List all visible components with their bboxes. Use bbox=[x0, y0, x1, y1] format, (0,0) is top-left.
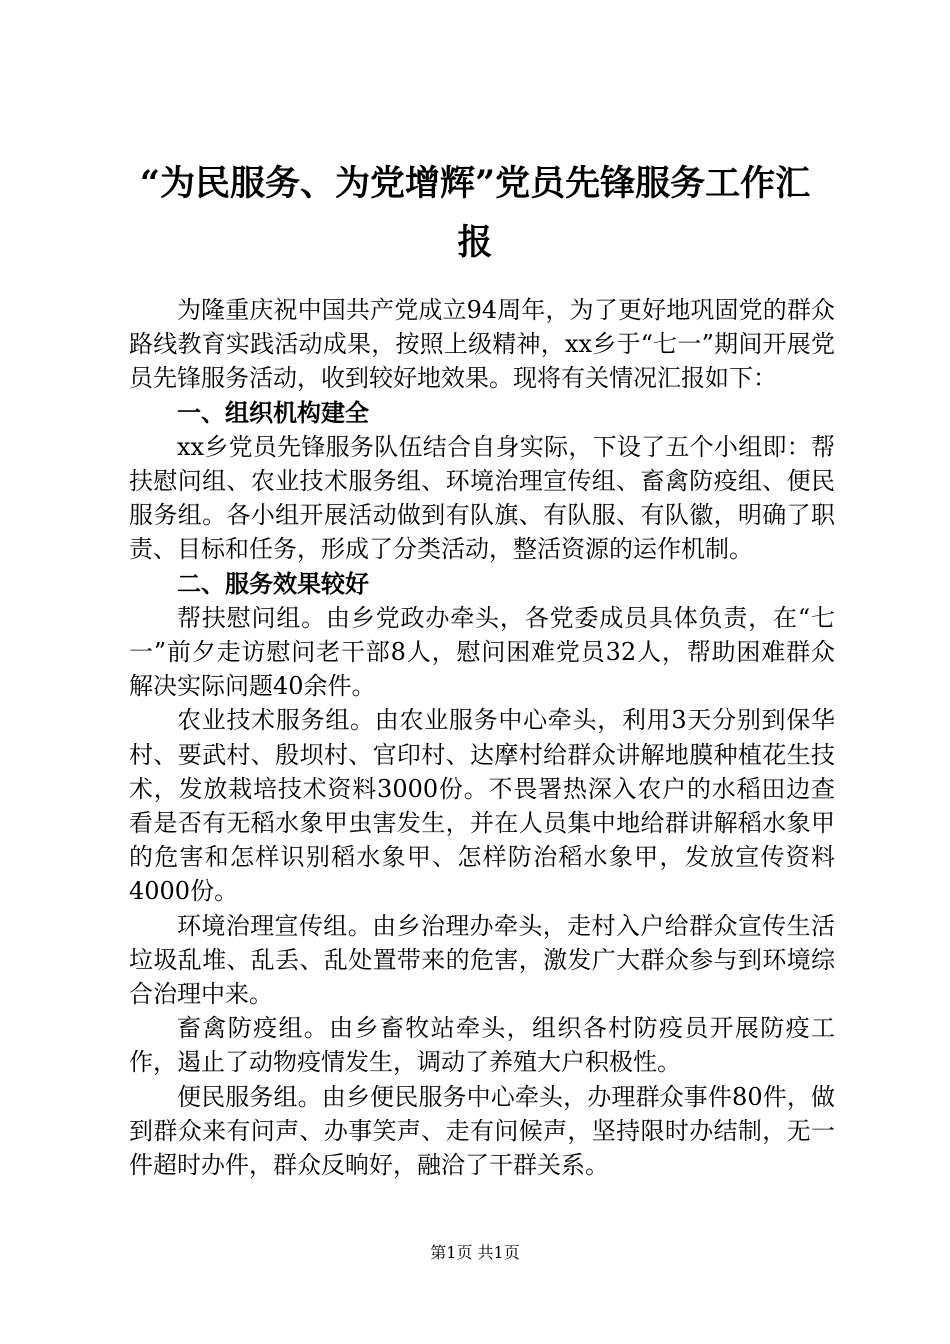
section-1-heading: 一、组织机构建全 bbox=[177, 397, 369, 427]
section-2-paragraph-environment: 环境治理宣传组。由乡治理办牵头，走村入户给群众宣传生活垃圾乱堆、乱丢、乱处置带来的危害，激发广大群众参与到环境综合治理中来。 bbox=[129, 911, 835, 1009]
section-1-paragraph: xx乡党员先锋服务队伍结合自身实际，下设了五个小组即：帮扶慰问组、农业技术服务组、环境治理宣传组、畜禽防疫组、便民服务组。各小组开展活动做到有队旗、有队服、有队徽，明确了职责、目标和任务，形成了分类活动，整活资源的运作机制。 bbox=[129, 432, 835, 564]
section-2-paragraph-convenience: 便民服务组。由乡便民服务中心牵头，办理群众事件80件，做到群众来有问声、办事笑声、走有问候声，坚持限时办结制，无一件超时办件，群众反晌好，融洽了干群关系。 bbox=[129, 1082, 835, 1180]
document-title-line-2: 报 bbox=[457, 222, 493, 263]
page-number-footer: 第1页 共1页 bbox=[430, 1243, 520, 1262]
intro-paragraph: 为隆重庆祝中国共产党成立94周年，为了更好地巩固党的群众路线教育实践活动成果，按照上级精神，xx乡于“七一”期间开展党员先锋服务活动，收到较好地效果。现将有关情况汇报如下： bbox=[129, 296, 835, 393]
document-title-line-1: “为民服务、为党增辉”党员先锋服务工作汇 bbox=[139, 163, 811, 204]
section-2-paragraph-visits: 帮扶慰问组。由乡党政办牵头，各党委成员具体负责，在“七一”前夕走访慰问老干部8人，慰问困难党员32人，帮助困难群众解决实际问题40余件。 bbox=[129, 603, 835, 701]
section-2-heading: 二、服务效果较好 bbox=[177, 568, 369, 598]
document-body bbox=[129, 293, 835, 1182]
section-2-paragraph-livestock: 畜禽防疫组。由乡畜牧站牵头，组织各村防疫员开展防疫工作，遏止了动物疫情发生，调动了养殖大户积极性。 bbox=[129, 1014, 835, 1077]
section-2-paragraph-agriculture: 农业技术服务组。由农业服务中心牵头，利用3天分别到保华村、要武村、殷坝村、官印村、达摩村给群众讲解地膜种植花生技术，发放栽培技术资料3000份。不畏署热深入农户的水稻田边查看是否有无稻水象甲虫害发生，并在人员集中地给群讲解稻水象甲的危害和怎样识别稻水象甲、怎样防治稻水象甲，发放宣传资料4000份。 bbox=[129, 706, 835, 906]
